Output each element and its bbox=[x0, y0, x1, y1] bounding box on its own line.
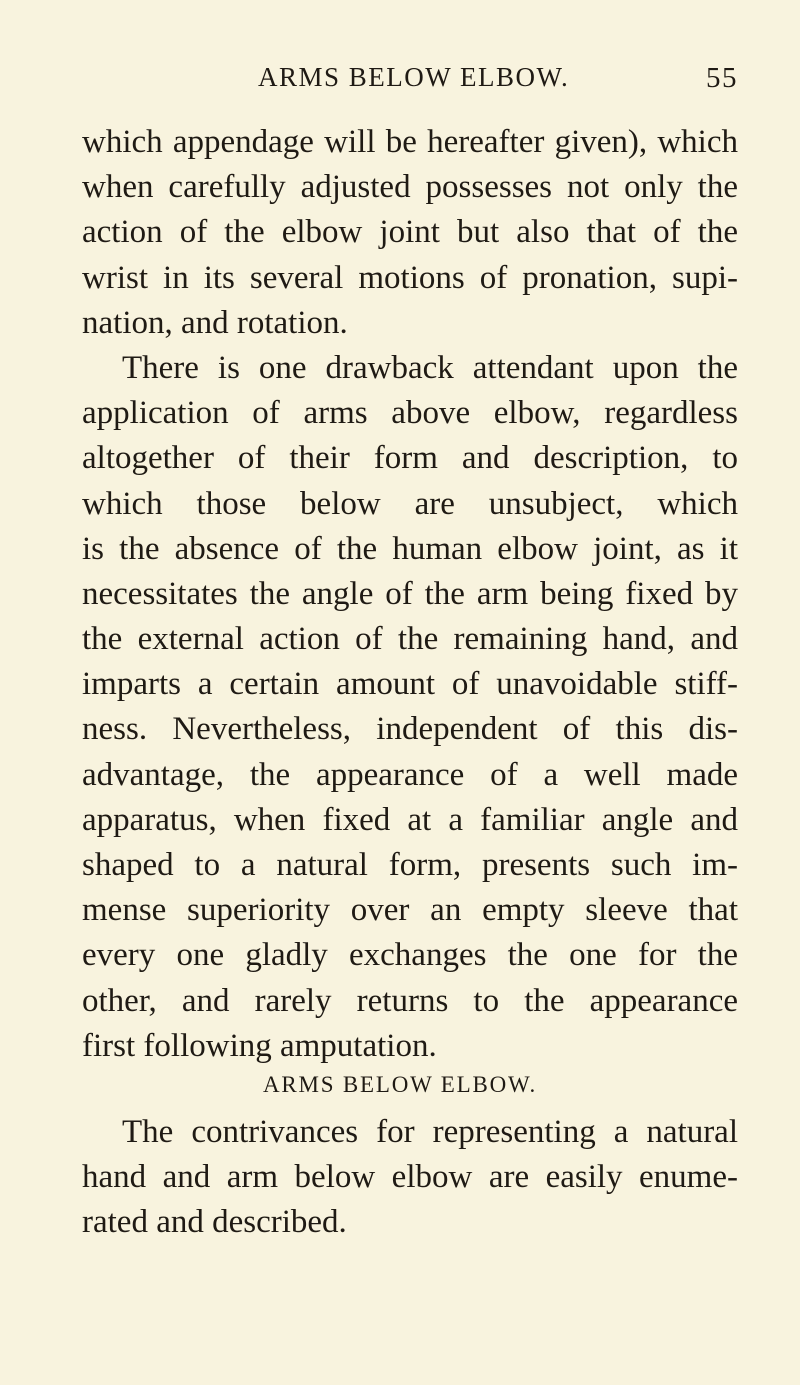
text-line: the external action of the remaining hand, and bbox=[82, 621, 738, 658]
running-head-title: ARMS BELOW ELBOW. bbox=[258, 62, 570, 92]
text-line: apparatus, when fixed at a familiar angle and bbox=[82, 801, 738, 838]
text-line: imparts a certain amount of unavoidable stiff- bbox=[82, 666, 738, 703]
text-line: other, and rarely returns to the appearance bbox=[82, 982, 738, 1019]
text-line: application of arms above elbow, regardless bbox=[82, 395, 738, 432]
running-head bbox=[0, 62, 800, 102]
text-line: ness. Nevertheless, independent of this dis- bbox=[82, 711, 738, 748]
text-line: which appendage will be hereafter given), which bbox=[82, 124, 738, 160]
body-text-top bbox=[82, 120, 738, 1069]
paragraph-drawback bbox=[82, 346, 738, 1069]
text-line: mense superiority over an empty sleeve that bbox=[82, 892, 738, 929]
text-line: when carefully adjusted possesses not only the bbox=[82, 169, 738, 206]
text-line: shaped to a natural form, presents such im- bbox=[82, 847, 738, 883]
text-line: action of the elbow joint but also that of the bbox=[82, 214, 738, 251]
text-line: The contrivances for representing a natural bbox=[122, 1114, 738, 1150]
text-line: nation, and rotation. bbox=[82, 304, 348, 341]
text-line: which those below are unsubject, which bbox=[82, 485, 738, 522]
paragraph-contrivances bbox=[82, 1110, 738, 1246]
text-line: hand and arm below elbow are easily enume- bbox=[82, 1159, 738, 1196]
text-line: is the absence of the human elbow joint, as it bbox=[82, 530, 738, 567]
text-line: There is one drawback attendant upon the bbox=[122, 349, 738, 386]
text-line: necessitates the angle of the arm being fixed by bbox=[82, 575, 738, 612]
text-line: wrist in its several motions of pronation, supi- bbox=[82, 259, 738, 296]
paragraph-continuation bbox=[82, 120, 738, 346]
text-line: every one gladly exchanges the one for the bbox=[82, 937, 738, 974]
text-line: advantage, the appearance of a well made bbox=[82, 756, 738, 793]
text-line: altogether of their form and description, to bbox=[82, 440, 738, 477]
body-text-bottom bbox=[82, 1110, 738, 1246]
text-line: first following amputation. bbox=[82, 1027, 437, 1064]
page-number: 55 bbox=[706, 62, 738, 94]
text-line: rated and described. bbox=[82, 1204, 347, 1241]
section-heading: ARMS BELOW ELBOW. bbox=[262, 1072, 538, 1097]
